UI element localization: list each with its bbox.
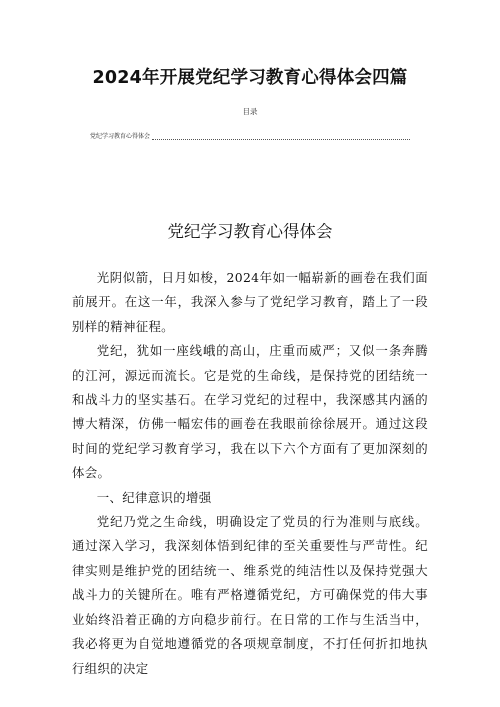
toc-entry[interactable]: [90, 130, 410, 140]
paragraph: 光阴似箭，日月如梭，2024年如一幅崭新的画卷在我们面前展开。在这一年，我深入参与了党纪学习教育，踏上了一段别样的精神征程。: [72, 270, 428, 334]
toc-dot-leader: [152, 133, 410, 140]
section-title: 党纪学习教育心得体会: [167, 222, 333, 241]
subheading: 一、纪律意识的增强: [96, 489, 212, 505]
paragraph: 党纪，犹如一座线峨的高山，庄重而威严；又似一条奔腾的江河，源远而流长。它是党的生命线，是保持党的团结统一和战斗力的坚实基石。在学习党纪的过程中，我深感其内涵的博大精深，仿佛一幅宏伟的画卷在我眼前徐徐展开。通过这段时间的党纪学习教育学习，我在以下六个方面有了更加深刻的体会。: [72, 343, 428, 481]
toc-label: 目录: [242, 107, 258, 116]
toc-entry-text: 党纪学习教育心得体会: [90, 133, 151, 140]
document-title: 2024年开展党纪学习教育心得体会四篇: [92, 68, 408, 88]
paragraph: 党纪乃党之生命线，明确设定了党员的行为准则与底线。通过深入学习，我深刻体悟到纪律的至关重要性与严苛性。纪律实则是维护党的团结统一、维系党的纯洁性以及保持党强大战斗力的关键所在。唯有严格遵循党纪，方可确保党的伟大事业始终沿着正确的方向稳步前行。在日常的工作与生活当中，我必将更为自觉地遵循党的各项规章制度，不打任何折扣地执行组织的决定: [72, 514, 428, 676]
body-text: [72, 266, 428, 681]
